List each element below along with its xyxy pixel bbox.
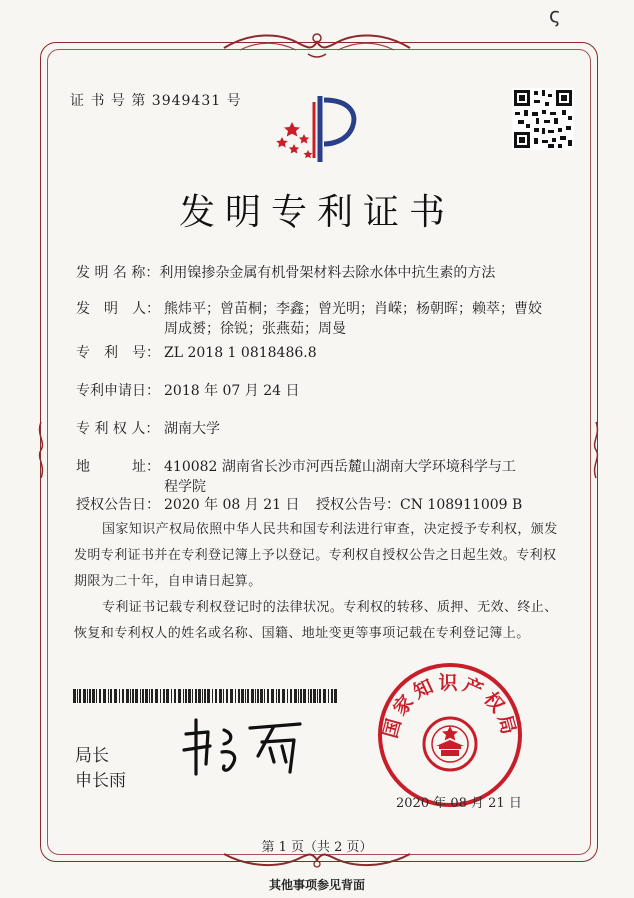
right-ornament-icon <box>589 420 603 480</box>
barcode-icon <box>73 689 338 703</box>
legal-paragraph-2: 专利证书记载专利权登记时的法律状况。专利权的转移、质押、无效、终止、恢复和专利权人的姓名或名称、国籍、地址变更等事项记载在专利登记簿上。 <box>74 600 558 641</box>
inventors-line1: 熊炜平；曾苗桐；李鑫；曾光明；肖嵘；杨朝晖；赖萃；曹姣 <box>164 301 542 317</box>
grant-number-value: CN 108911009 B <box>400 497 523 513</box>
inventors-line2: 周成赟；徐锐；张燕茹；周曼 <box>164 321 346 337</box>
certificate-number: 证 书 号 第 3949431 号 <box>70 93 242 109</box>
footer-note: 其他事项参见背面 <box>268 878 365 892</box>
filing-date-value: 2018 年 07 月 24 日 <box>164 383 300 399</box>
grant-date-value: 2020 年 08 月 21 日 <box>164 497 300 513</box>
patentee-value: 湖南大学 <box>164 421 220 437</box>
field-grant-number <box>316 494 522 516</box>
address-line1: 410082 湖南省长沙市河西岳麓山湖南大学环境科学与工 <box>164 459 516 475</box>
field-filing-date <box>76 380 300 402</box>
field-invention-name <box>76 262 495 284</box>
grant-number-label: 授权公告号： <box>316 497 400 513</box>
field-patent-number <box>76 342 317 364</box>
field-patentee <box>76 418 220 440</box>
field-address <box>76 456 516 478</box>
patent-office-logo-icon <box>272 92 364 164</box>
top-ornament-icon <box>220 28 414 60</box>
director-signature-icon <box>178 712 308 782</box>
inventors-label: 发 明 人： <box>76 301 160 317</box>
legal-paragraph-1: 国家知识产权局依照中华人民共和国专利法进行审查，决定授予专利权，颁发发明专利证书并在专利登记簿上予以登记。专利权自授权公告之日起生效。专利权期限为二十年，自申请日起算。 <box>74 522 558 589</box>
field-inventors <box>76 298 542 320</box>
address-line2: 程学院 <box>164 479 206 495</box>
document-title: 发明专利证书 <box>178 192 455 233</box>
official-seal-icon <box>375 660 525 810</box>
invention-name-value: 利用镍掺杂金属有机骨架材料去除水体中抗生素的方法 <box>159 265 496 281</box>
invention-name-label: 发 明 名 称： <box>76 265 160 281</box>
qr-code-icon <box>512 88 574 150</box>
grant-date-label: 授权公告日： <box>76 497 160 513</box>
director-name-label: 申长雨 <box>75 771 126 791</box>
seal-date: 2020 年 08 月 21 日 <box>396 796 522 811</box>
patent-number-value: ZL 2018 1 0818486.8 <box>164 345 317 361</box>
filing-date-label: 专利申请日： <box>76 383 160 399</box>
patentee-label: 专 利 权 人： <box>76 421 160 437</box>
seal-text: 国家知识产权局 <box>379 672 521 741</box>
patent-number-label: 专 利 号： <box>76 345 160 361</box>
field-grant-date <box>76 494 300 516</box>
handwritten-mark: ς <box>549 3 561 27</box>
director-title-label: 局长 <box>75 746 109 766</box>
address-label: 地 址： <box>76 459 160 475</box>
page-indicator: 第 1 页（共 2 页） <box>261 840 373 855</box>
left-ornament-icon <box>34 420 48 480</box>
